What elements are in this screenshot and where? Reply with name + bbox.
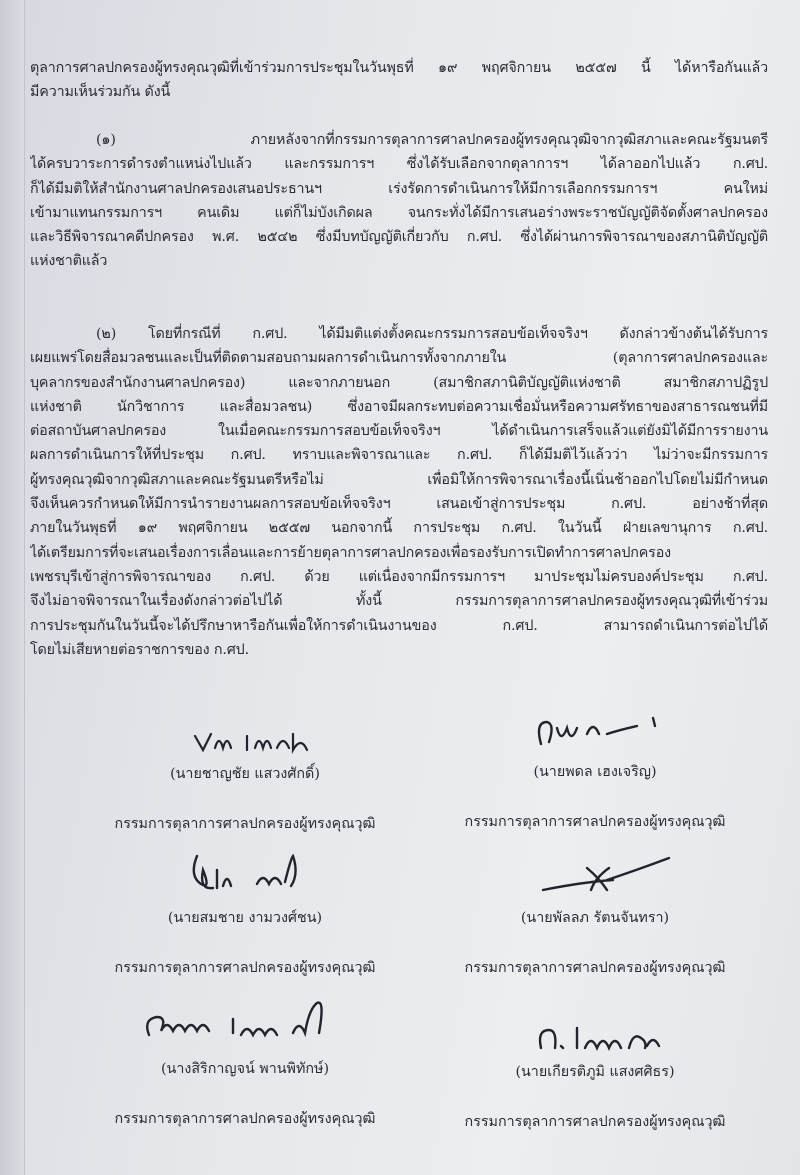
- intro-line: มีความเห็นร่วมกัน ดังนี้: [30, 84, 171, 101]
- handwritten-signature: [495, 704, 695, 760]
- paragraph-2-line: การประชุมกันในวันนี้จะได้ปรึกษาหารือกันเพื่อให้การดำเนินงานของ ก.ศป. สามารถดำเนินการต่อไปได้: [30, 617, 768, 634]
- signatory-name: (นางสิริกาญจน์ พานพิทักษ์): [160, 1061, 330, 1077]
- signatory-position: กรรมการตุลาการศาลปกครองผู้ทรงคุณวุฒิ: [464, 814, 726, 830]
- paragraph-2-line: บุคลากรของสำนักงานศาลปกครอง) และจากภายนอก (สมาชิกสภานิติบัญญัติแห่งชาติ สมาชิกสภาปฏิรูป: [30, 374, 768, 391]
- signature-block: [80, 995, 410, 1129]
- paragraph-1-line: ได้ครบวาระการดำรงตำแหน่งไปแล้ว และกรรมการฯ ซึ่งได้รับเลือกจากตุลาการฯ ได้ลาออกไปแล้ว ก.ศป.: [30, 156, 768, 173]
- handwritten-signature: [495, 850, 695, 906]
- paragraph-2-line: ภายในวันพุธที่ ๑๙ พฤศจิกายน ๒๕๕๗ นอกจากนี้ การประชุม ก.ศป. ในวันนี้ ฝ่ายเลขานุการ ก.ศป.: [30, 520, 768, 537]
- signatory-position: กรรมการตุลาการศาลปกครองผู้ทรงคุณวุฒิ: [114, 1111, 376, 1127]
- paragraph-2-line: เผยแพร่โดยสื่อมวลชนและเป็นที่ติดตามสอบถามผลการดำเนินการทั้งจากภายใน (ตุลาการศาลปกครองและ: [30, 350, 768, 367]
- paragraph-2-line: ผลการดำเนินการให้ที่ประชุม ก.ศป. ทราบและพิจารณาและ ก.ศป. ก็ได้มีมติไว้แล้วว่า ไม่ว่าจะมีกรรมการ: [30, 447, 768, 464]
- intro-line: ตุลาการศาลปกครองผู้ทรงคุณวุฒิที่เข้าร่วมการประชุมในวันพุธที่ ๑๙ พฤศจิกายน ๒๕๕๗ นี้ ได้หารือกันแล้ว: [30, 60, 768, 76]
- handwritten-signature: [495, 1008, 695, 1060]
- handwritten-signature: [105, 995, 385, 1057]
- signatory-position: กรรมการตุลาการศาลปกครองผู้ทรงคุณวุฒิ: [464, 960, 726, 976]
- handwritten-signature: [145, 848, 345, 906]
- paragraph-2-line: จึงเห็นควรกำหนดให้มีการนำรายงานผลการสอบข้อเท็จจริงฯ เสนอเข้าสู่การประชุม ก.ศป. อย่างช้าที่สุด: [30, 496, 768, 513]
- signatory-position: กรรมการตุลาการศาลปกครองผู้ทรงคุณวุฒิ: [464, 1114, 726, 1130]
- signatory-name: (นายพดล เฮงเจริญ): [533, 764, 657, 780]
- signature-block: [430, 850, 760, 978]
- paragraph-2-line: จึงไม่อาจพิจารณาในเรื่องดังกล่าวต่อไปได้ ทั้งนี้ กรรมการตุลาการศาลปกครองผู้ทรงคุณวุฒิที่เข้าร่วม: [30, 593, 768, 610]
- paragraph-2-line: ได้เตรียมการที่จะเสนอเรื่องการเลื่อนและการย้ายตุลาการศาลปกครองเพื่อรองรับการเปิดทำการศาลปกครอง: [30, 544, 671, 561]
- signature-block: [80, 848, 410, 978]
- signatory-position: กรรมการตุลาการศาลปกครองผู้ทรงคุณวุฒิ: [114, 816, 376, 832]
- paragraph-2-line: โดยไม่เสียหายต่อราชการของ ก.ศป.: [30, 641, 250, 658]
- signatory-name: (นายชาญชัย แสวงศักดิ์): [170, 766, 320, 782]
- paragraph-2-line: (๒) โดยที่กรณีที่ ก.ศป. ได้มีมติแต่งตั้งคณะกรรมการสอบข้อเท็จจริงฯ ดังกล่าวข้างต้นได้รับการ: [96, 326, 768, 342]
- signatory-position: กรรมการตุลาการศาลปกครองผู้ทรงคุณวุฒิ: [114, 960, 376, 976]
- intro-paragraph: [30, 56, 768, 105]
- paragraph-1-line: (๑) ภายหลังจากที่กรรมการตุลาการศาลปกครองผู้ทรงคุณวุฒิจากวุฒิสภาและคณะรัฐมนตรี: [96, 132, 768, 148]
- signatory-name: (นายสมชาย งามวงศ์ชน): [167, 910, 323, 926]
- paragraph-1-line: และวิธีพิจารณาคดีปกครอง พ.ศ. ๒๕๔๒ ซึ่งมีบทบัญญัติเกี่ยวกับ ก.ศป. ซึ่งได้ผ่านการพิจารณาของสภานิติบัญญัติ: [30, 229, 768, 246]
- signature-block: [430, 1008, 760, 1132]
- signatory-name: (นายพัลลภ รัตนจันทรา): [520, 910, 670, 926]
- page-edge: [0, 0, 25, 1175]
- paragraph-2-line: แห่งชาติ นักวิชาการ และสื่อมวลชน) ซึ่งอาจมีผลกระทบต่อความเชื่อมั่นหรือความศรัทธาของสาธารณชนที่มี: [30, 398, 768, 415]
- paragraph-1: [30, 128, 768, 274]
- handwritten-signature: [155, 718, 335, 762]
- paragraph-1-line: ก็ได้มีมติให้สำนักงานศาลปกครองเสนอประธานฯ เร่งรัดการดำเนินการให้มีการเลือกกรรมการฯ คนใหม่: [30, 180, 768, 197]
- signature-block: [80, 718, 410, 834]
- paragraph-1-line: แห่งชาติแล้ว: [30, 253, 108, 270]
- paragraph-1-line: เข้ามาแทนกรรมการฯ คนเดิม แต่ก็ไม่บังเกิดผล จนกระทั่งได้มีการเสนอร่างพระราชบัญญัติจัดตั้งศาลปกครอง: [30, 204, 768, 221]
- paragraph-2-line: ต่อสถาบันศาลปกครอง ในเมื่อคณะกรรมการสอบข้อเท็จจริงฯ ได้ดำเนินการเสร็จแล้วแต่ยังมิได้มีการรายงาน: [30, 423, 768, 440]
- paragraph-2-line: เพชรบุรีเข้าสู่การพิจารณาของ ก.ศป. ด้วย แต่เนื่องจากมีกรรมการฯ มาประชุมไม่ครบองค์ประชุม ก.ศป.: [30, 568, 768, 585]
- paragraph-2-line: ผู้ทรงคุณวุฒิจากวุฒิสภาและคณะรัฐมนตรีหรือไม่ เพื่อมิให้การพิจารณาเรื่องนี้เนิ่นช้าออกไปโดยไม่มีกำหนด: [30, 471, 768, 488]
- signature-block: [430, 704, 760, 832]
- paragraph-2: [30, 322, 768, 662]
- signatory-name: (นายเกียรติภูมิ แสงศศิธร): [515, 1064, 675, 1080]
